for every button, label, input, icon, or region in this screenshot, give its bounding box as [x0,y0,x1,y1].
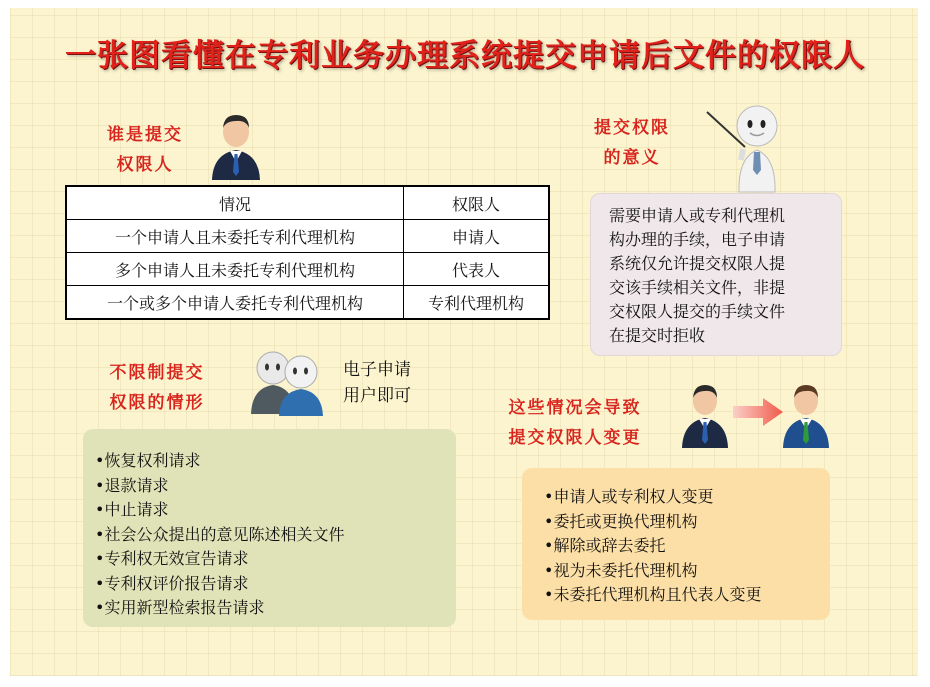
table-cell-situation: 一个申请人且未委托专利代理机构 [66,220,404,253]
list-item: •委托或更换代理机构 [544,511,698,531]
table-cell-situation: 一个或多个申请人委托专利代理机构 [66,286,404,320]
list-item: •中止请求 [95,500,169,519]
meaning-text-line: 交该手续相关文件，非提 [609,278,786,297]
table-cell-holder: 代表人 [404,253,550,286]
two-users-icon [247,348,327,416]
unlimited-label [92,358,222,418]
page-title: 一张图看懂在专利业务办理系统提交申请后文件的权限人 [65,38,865,74]
unlimited-note-line: 用户即可 [343,386,411,406]
meaning-label-line-2: 的意义 [603,148,661,168]
change-label-line-1: 这些情况会导致 [508,398,642,418]
meaning-text-line: 系统仅允许提交权限人提 [609,254,786,273]
businessman-green-tie-icon [780,380,832,448]
unlimited-note-line: 电子申请 [343,360,411,380]
presenter-figure-icon [705,102,795,197]
list-item: •社会公众提出的意见陈述相关文件 [95,524,345,544]
unlimited-list-box [83,429,456,627]
table-header-holder: 权限人 [404,186,550,220]
who-label-line-2: 权限人 [116,155,174,175]
meaning-text-line: 构办理的手续，电子申请 [609,230,786,249]
table-cell-situation: 多个申请人且未委托专利代理机构 [66,253,404,286]
authority-table [65,185,550,320]
list-item: •未委托代理机构且代表人变更 [544,585,762,604]
change-list-box [522,468,830,620]
list-item: •退款请求 [95,475,169,495]
meaning-text-line: 在提交时拒收 [609,326,706,345]
table-row [66,253,549,286]
meaning-text-line: 交权限人提交的手续文件 [609,302,786,321]
table-row [66,220,549,253]
table-header-situation: 情况 [66,186,404,220]
list-item: •恢复权利请求 [95,451,201,470]
meaning-text-line: 需要申请人或专利代理机 [609,206,786,225]
list-item: •视为未委托代理机构 [544,560,698,580]
who-label-line-1: 谁是提交 [107,125,183,145]
list-item: •专利权评价报告请求 [95,573,249,593]
businessman-icon [208,110,264,180]
unlimited-label-line-2: 权限的情形 [109,393,205,413]
arrow-right-icon [733,398,783,426]
change-label [480,393,670,453]
change-label-line-2: 提交权限人变更 [508,428,642,448]
meaning-box [590,193,842,356]
table-header-row [66,186,549,220]
list-item: •申请人或专利权人变更 [544,487,714,506]
who-label [90,120,200,180]
list-item: •专利权无效宣告请求 [95,549,249,568]
unlimited-label-line-1: 不限制提交 [109,363,205,383]
businessman-icon [679,380,731,448]
list-item: •解除或辞去委托 [544,536,666,555]
table-row [66,286,549,320]
meaning-label-line-1: 提交权限 [594,118,670,138]
table-cell-holder: 专利代理机构 [404,286,550,320]
meaning-label [577,113,687,173]
unlimited-note [343,357,411,409]
list-item: •实用新型检索报告请求 [95,598,265,617]
table-cell-holder: 申请人 [404,220,550,253]
